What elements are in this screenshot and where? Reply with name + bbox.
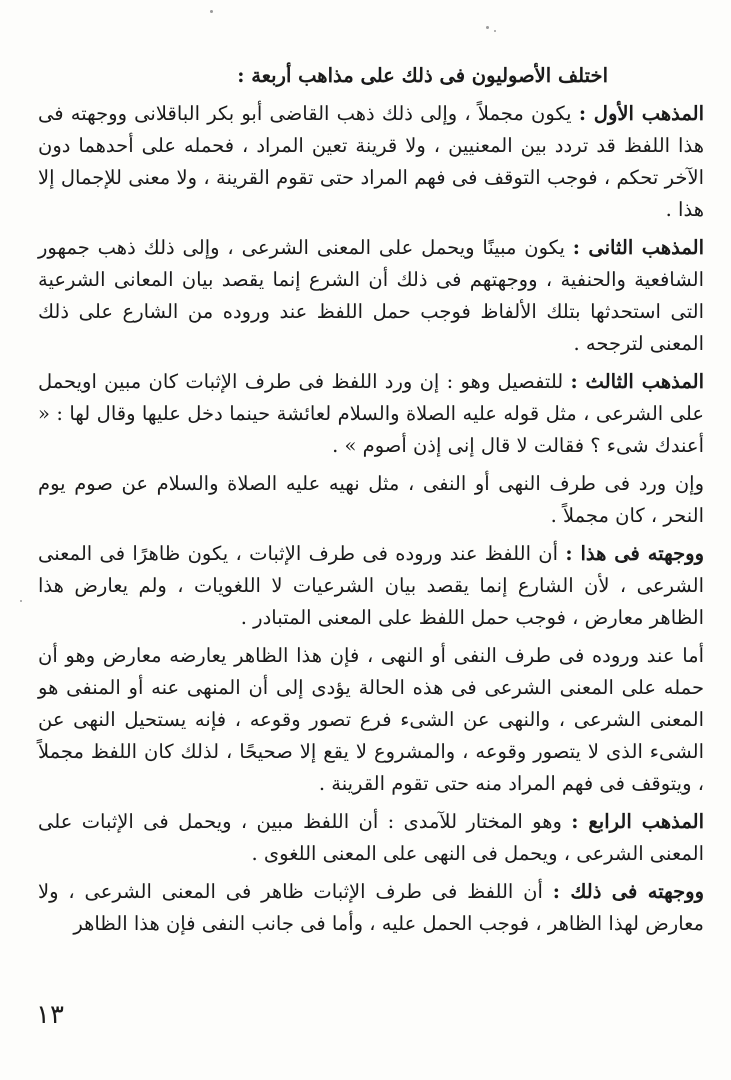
paragraph-lead: المذهب الرابع : xyxy=(571,810,704,833)
paragraph-lead: المذهب الثالث : xyxy=(570,370,704,393)
body-text xyxy=(38,60,704,946)
paragraph-body: أن اللفظ عند وروده فى طرف الإثبات ، يكون ظاهرًا فى المعنى الشرعى ، لأن الشارع إنما يقصد بيان الشرعيات لا اللغويات ، ولم يعارض هذا الظاهر معارض ، فوجب حمل اللفظ على المعنى المتبادر . xyxy=(38,542,704,629)
scan-speck xyxy=(20,600,22,602)
paragraph xyxy=(38,468,704,532)
paragraph xyxy=(38,876,704,940)
paragraph xyxy=(38,98,704,226)
paragraph-body: وهو المختار للآمدى : أن اللفظ مبين ، ويحمل فى الإثبات على المعنى الشرعى ، ويحمل فى النهى على المعنى اللغوى . xyxy=(38,810,704,865)
page-number: ١٣ xyxy=(36,1000,64,1030)
paragraph xyxy=(38,232,704,360)
paragraph xyxy=(38,806,704,870)
paragraph-body: يكون مبينًا ويحمل على المعنى الشرعى ، وإلى ذلك ذهب جمهور الشافعية والحنفية ، ووجهتهم فى ذلك أن الشرع إنما يقصد بيان المعانى الشرعية التى استحدثها بتلك الألفاظ فوجب حمل اللفظ عند وروده من الشارع على ذلك المعنى لترجحه . xyxy=(38,236,704,355)
paragraph-lead: ووجهته فى ذلك : xyxy=(552,880,704,903)
section-heading: اختلف الأصوليون فى ذلك على مذاهب أربعة : xyxy=(237,64,608,87)
paragraph-lead: ووجهته فى هذا : xyxy=(565,542,704,565)
paragraph-lead: المذهب الثانى : xyxy=(572,236,704,259)
scan-speck xyxy=(210,10,213,13)
paragraph-body: أن اللفظ فى طرف الإثبات ظاهر فى المعنى الشرعى ، ولا معارض لهذا الظاهر ، فوجب الحمل عليه ، وأما فى جانب النفى فإن هذا الظاهر xyxy=(38,880,704,935)
scan-speck xyxy=(494,30,496,32)
paragraph-body: وإن ورد فى طرف النهى أو النفى ، مثل نهيه عليه الصلاة والسلام عن صوم يوم النحر ، كان مجملاً . xyxy=(38,472,704,527)
paragraph xyxy=(38,640,704,800)
paragraph-body: يكون مجملاً ، وإلى ذلك ذهب القاضى أبو بكر الباقلانى ووجهته فى هذا اللفظ قد تردد بين المعنيين ، ولا قرينة تعين المراد ، فحمله على أحدهما دون الآخر تحكم ، فوجب التوقف فى فهم المراد حتى تقوم القرينة ، ولا معنى للإجمال إلا هذا . xyxy=(38,102,704,221)
paragraph xyxy=(38,366,704,462)
paragraph xyxy=(38,538,704,634)
paragraph-body: أما عند وروده فى طرف النفى أو النهى ، فإن هذا الظاهر يعارضه معارض وهو أن حمله على المعنى الشرعى فى هذه الحالة يؤدى إلى أن المنهى عنه أو المنفى هو المعنى الشرعى ، والنهى عن الشىء فرع تصور وقوعه ، فإنه يستحيل النهى عن الشىء الذى لا يتصور وقوعه ، والمشروع لا يقع إلا صحيحًا ، لذلك كان اللفظ مجملاً ، ويتوقف فى فهم المراد منه حتى تقوم القرينة . xyxy=(38,644,704,795)
scan-speck xyxy=(486,26,489,29)
paragraph-body: للتفصيل وهو : إن ورد اللفظ فى طرف الإثبات كان مبين اويحمل على الشرعى ، مثل قوله عليه الصلاة والسلام لعائشة حينما دخل عليها وقال لها : « أعندك شىء ؟ فقالت لا قال إنى إذن أصوم » . xyxy=(38,370,704,457)
paragraph-lead: المذهب الأول : xyxy=(578,102,704,125)
